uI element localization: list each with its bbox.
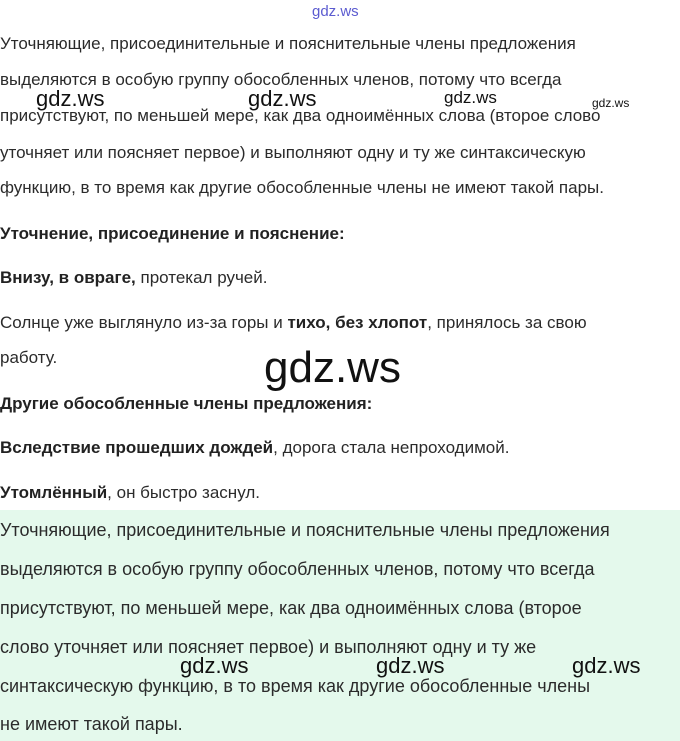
answer-block — [0, 510, 680, 741]
example-4-rest: , он быстро заснул. — [107, 483, 260, 502]
example-1-bold: Внизу, в овраге, — [0, 268, 136, 287]
watermark: gdz.ws — [444, 88, 497, 107]
watermark: gdz.ws — [572, 653, 641, 678]
example-3-rest: , дорога стала непроходимой. — [273, 438, 510, 457]
watermark: gdz.ws — [36, 86, 105, 111]
intro-line-4: уточняет или поясняет первое) и выполняют одну и ту же синтаксическую — [0, 143, 586, 162]
example-2-line-1 — [0, 313, 587, 333]
example-3-bold: Вследствие прошедших дождей — [0, 438, 274, 457]
watermark-top: gdz.ws — [312, 3, 359, 20]
answer-line-2: выделяются в особую группу обособленных членов, потому что всегда — [0, 559, 595, 579]
watermark-center: gdz.ws — [264, 343, 401, 392]
example-4-bold: Утомлённый — [0, 483, 108, 502]
example-1-rest: протекал ручей. — [135, 268, 268, 287]
example-4 — [0, 483, 260, 503]
watermark: gdz.ws — [180, 653, 249, 678]
answer-line-1: Уточняющие, присоединительные и пояснительные члены предложения — [0, 520, 610, 540]
section-heading-1: Уточнение, присоединение и пояснение: — [0, 224, 345, 243]
intro-line-3: присутствуют, по меньшей мере, как два одноимённых слова (второе слово — [0, 106, 601, 125]
example-2-bold: тихо, без хлопот — [287, 313, 428, 332]
example-2-before: Солнце уже выглянуло из-за горы и — [0, 313, 288, 332]
example-3 — [0, 438, 509, 458]
intro-line-2: выделяются в особую группу обособленных членов, потому что всегда — [0, 70, 562, 89]
example-2-after: , принялось за свою — [427, 313, 587, 332]
intro-line-5: функцию, в то время как другие обособленные члены не имеют такой пары. — [0, 178, 604, 197]
example-1 — [0, 268, 267, 288]
watermark: gdz.ws — [376, 653, 445, 678]
watermark: gdz.ws — [248, 86, 317, 111]
answer-line-5: синтаксическую функцию, в то время как другие обособленные члены — [0, 676, 591, 696]
section-heading-2: Другие обособленные члены предложения: — [0, 394, 373, 413]
answer-line-4: слово уточняет или поясняет первое) и выполняют одну и ту же — [0, 637, 537, 657]
example-2-line-2: работу. — [0, 348, 58, 367]
intro-line-1: Уточняющие, присоединительные и пояснительные члены предложения — [0, 34, 576, 53]
watermark: gdz.ws — [592, 96, 630, 110]
answer-line-6: не имеют такой пары. — [0, 714, 183, 734]
answer-line-3: присутствуют, по меньшей мере, как два одноимённых слова (второе — [0, 598, 582, 618]
